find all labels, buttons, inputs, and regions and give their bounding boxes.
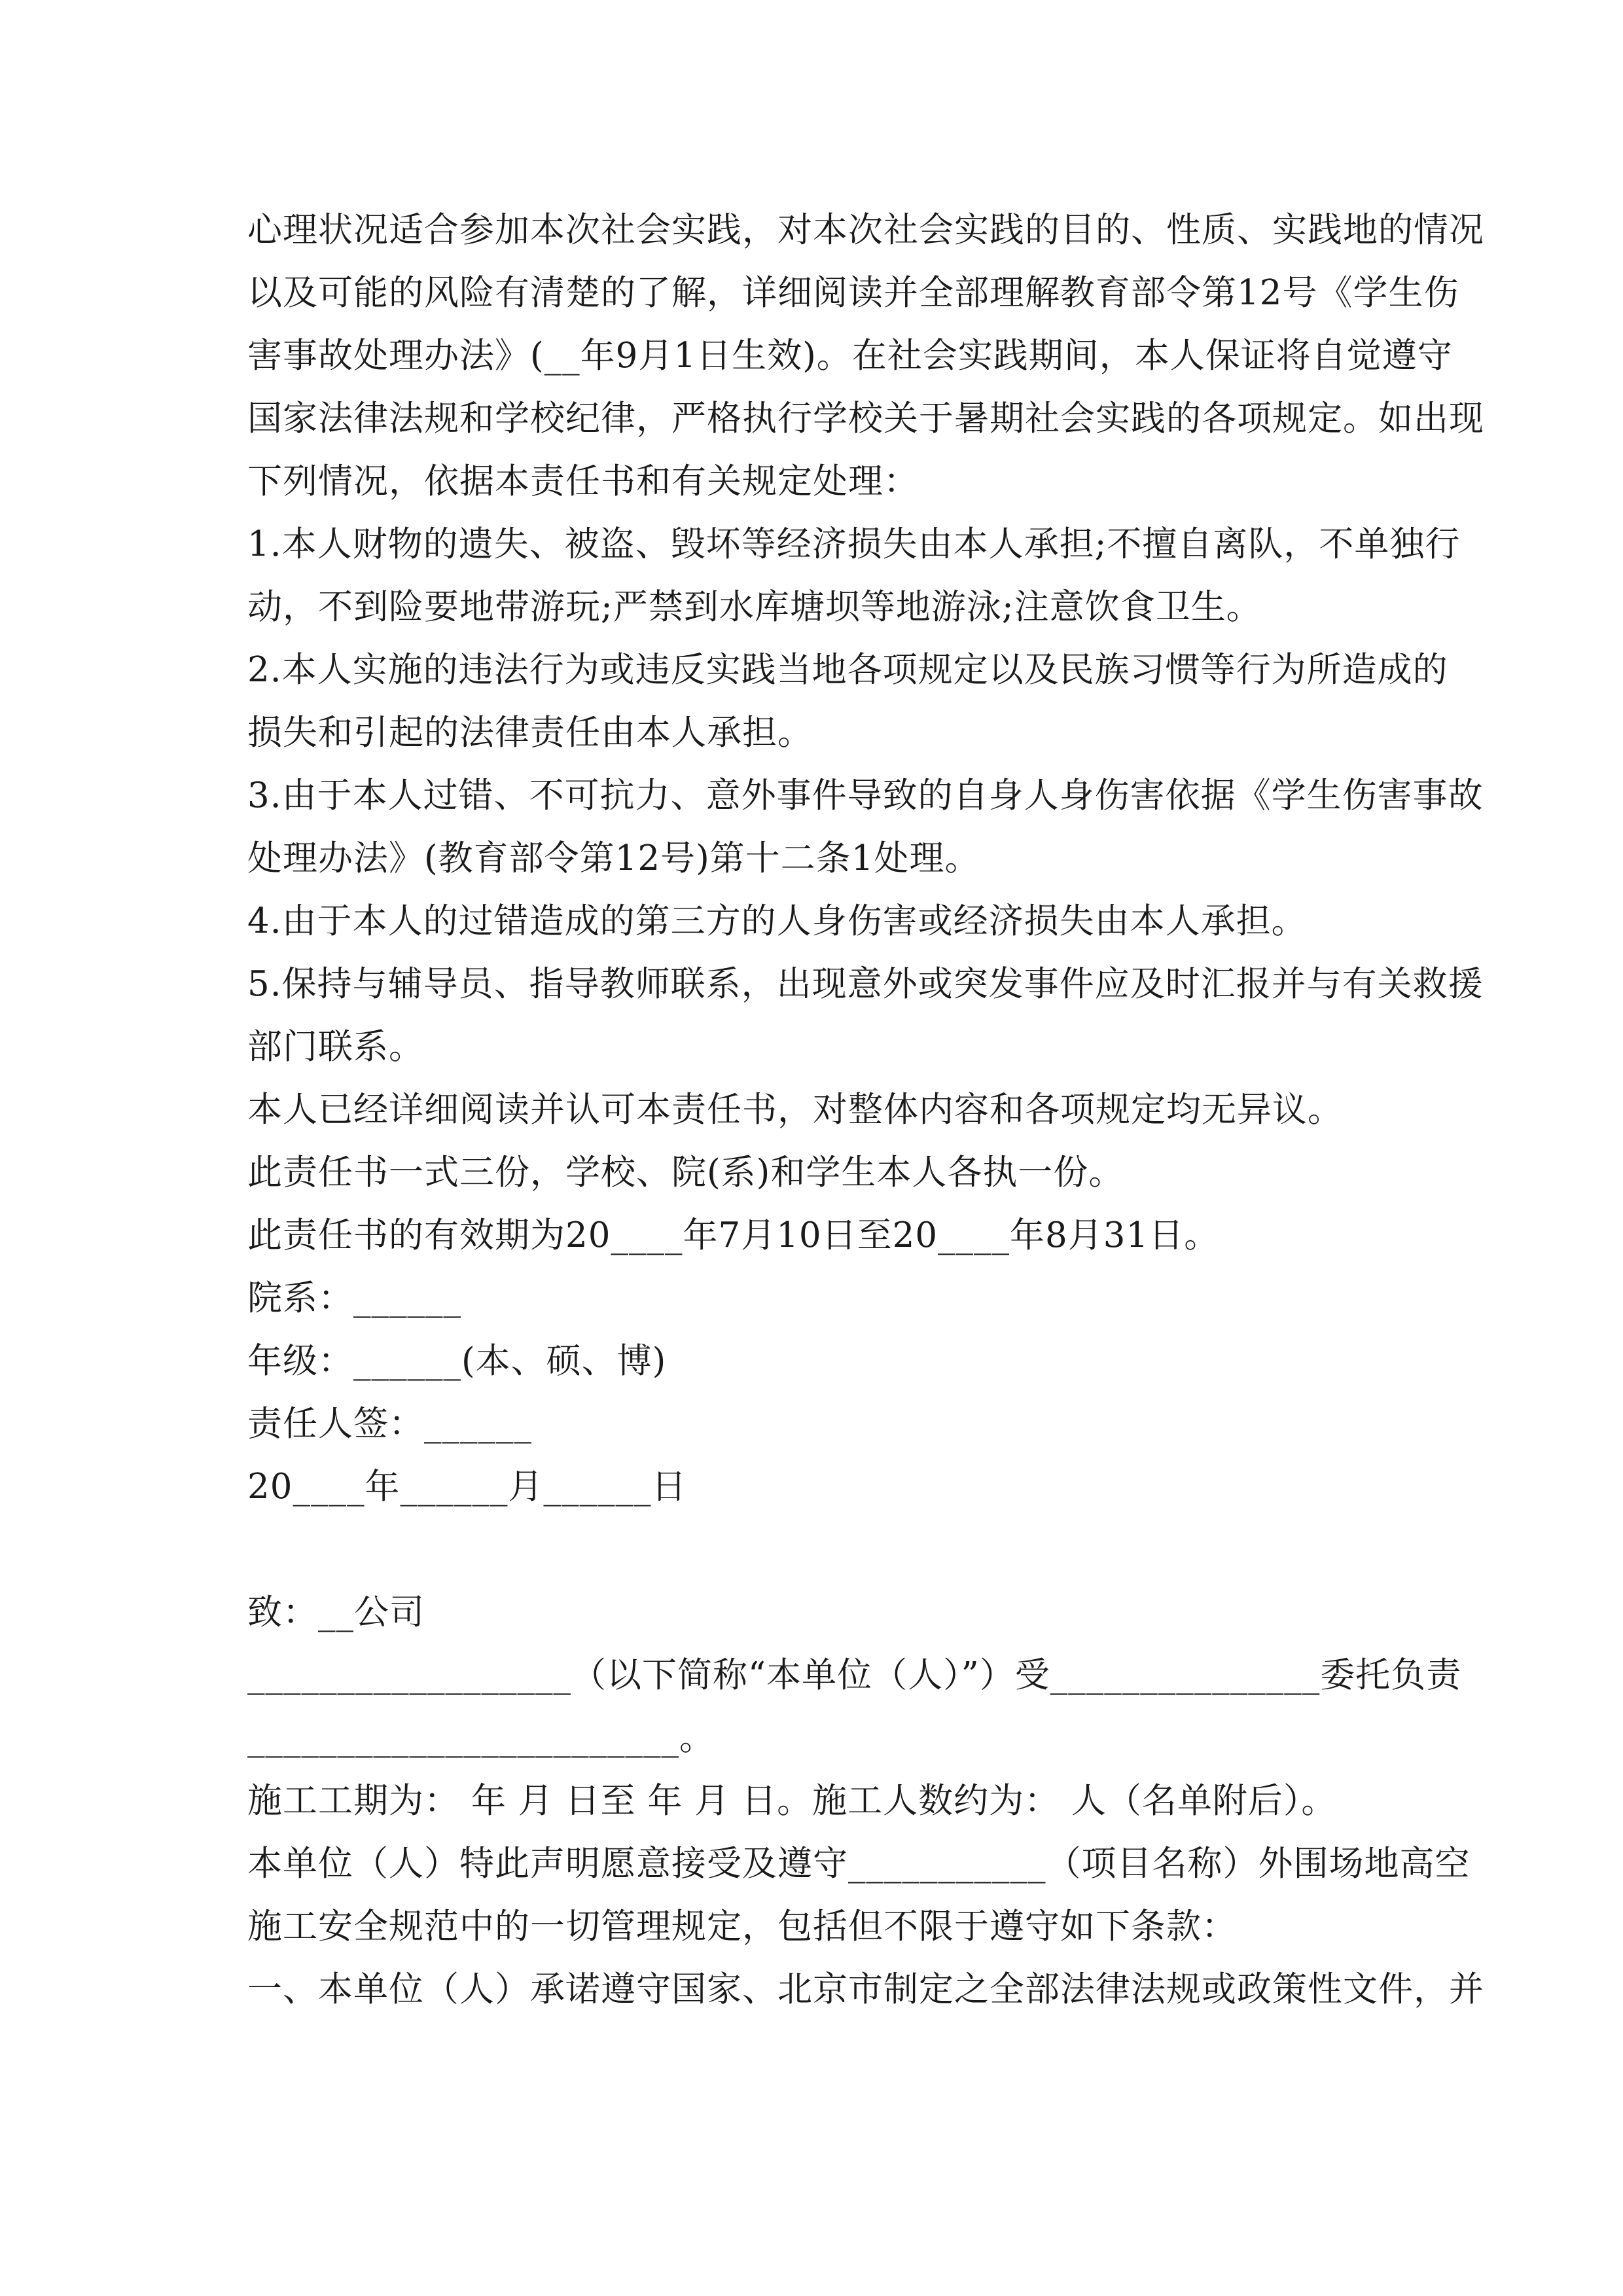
- text-line: 1.本人财物的遗失、被盗、毁坏等经济损失由本人承担;不擅自离队，不单独行: [247, 524, 1461, 564]
- text-line: 一、本单位（人）承诺遵守国家、北京市制定之全部法律法规或政策性文件，并: [247, 1969, 1484, 2009]
- text-line: 3.由于本人过错、不可抗力、意外事件导致的自身人身伤害依据《学生伤害事故: [247, 776, 1484, 816]
- field-grade: 年级：______(本、硕、博): [247, 1341, 667, 1381]
- text-line: 以及可能的风险有清楚的了解，详细阅读并全部理解教育部令第12号《学生伤: [247, 273, 1459, 313]
- text-line: 动，不到险要地带游玩;严禁到水库塘坝等地游泳;注意饮食卫生。: [247, 587, 1262, 627]
- text-line: 下列情况，依据本责任书和有关规定处理：: [247, 461, 919, 501]
- text-line: ________________________。: [247, 1718, 715, 1758]
- text-line: 施工安全规范中的一切管理规定，包括但不限于遵守如下条款：: [247, 1907, 1237, 1946]
- text-line: 4.由于本人的过错造成的第三方的人身伤害或经济损失由本人承担。: [247, 901, 1307, 941]
- text-line: 处理办法》(教育部令第12号)第十二条1处理。: [247, 838, 980, 878]
- text-line: 此责任书一式三份，学校、院(系)和学生本人各执一份。: [247, 1153, 1124, 1193]
- text-line: 2.本人实施的违法行为或违反实践当地各项规定以及民族习惯等行为所造成的: [247, 650, 1448, 690]
- text-line: 心理状况适合参加本次社会实践，对本次社会实践的目的、性质、实践地的情况: [247, 210, 1484, 250]
- text-line: 部门联系。: [247, 1027, 424, 1067]
- text-line: 5.保持与辅导员、指导教师联系，出现意外或突发事件应及时汇报并与有关救援: [247, 964, 1484, 1004]
- field-signature: 责任人签：______: [247, 1404, 532, 1444]
- field-date: 20____年______月______日: [247, 1467, 687, 1507]
- text-line: __________________（以下简称“本单位（人）”）受_______________委托负责: [247, 1655, 1462, 1695]
- field-department: 院系：______: [247, 1278, 461, 1318]
- text-line: 此责任书的有效期为20____年7月10日至20____年8月31日。: [247, 1215, 1220, 1255]
- text-line: 本人已经详细阅读并认可本责任书，对整体内容和各项规定均无异议。: [247, 1090, 1343, 1130]
- text-line: 损失和引起的法律责任由本人承担。: [247, 713, 813, 753]
- text-line: 本单位（人）特此声明愿意接受及遵守___________（项目名称）外围场地高空: [247, 1844, 1471, 1884]
- text-line: 害事故处理办法》(__年9月1日生效)。在社会实践期间，本人保证将自觉遵守: [247, 336, 1453, 376]
- text-line: 国家法律法规和学校纪律，严格执行学校关于暑期社会实践的各项规定。如出现: [247, 399, 1484, 439]
- addressee: 致：__公司: [247, 1592, 425, 1632]
- text-line: 施工工期为： 年 月 日至 年 月 日。施工人数约为： 人（名单附后）。: [247, 1781, 1337, 1821]
